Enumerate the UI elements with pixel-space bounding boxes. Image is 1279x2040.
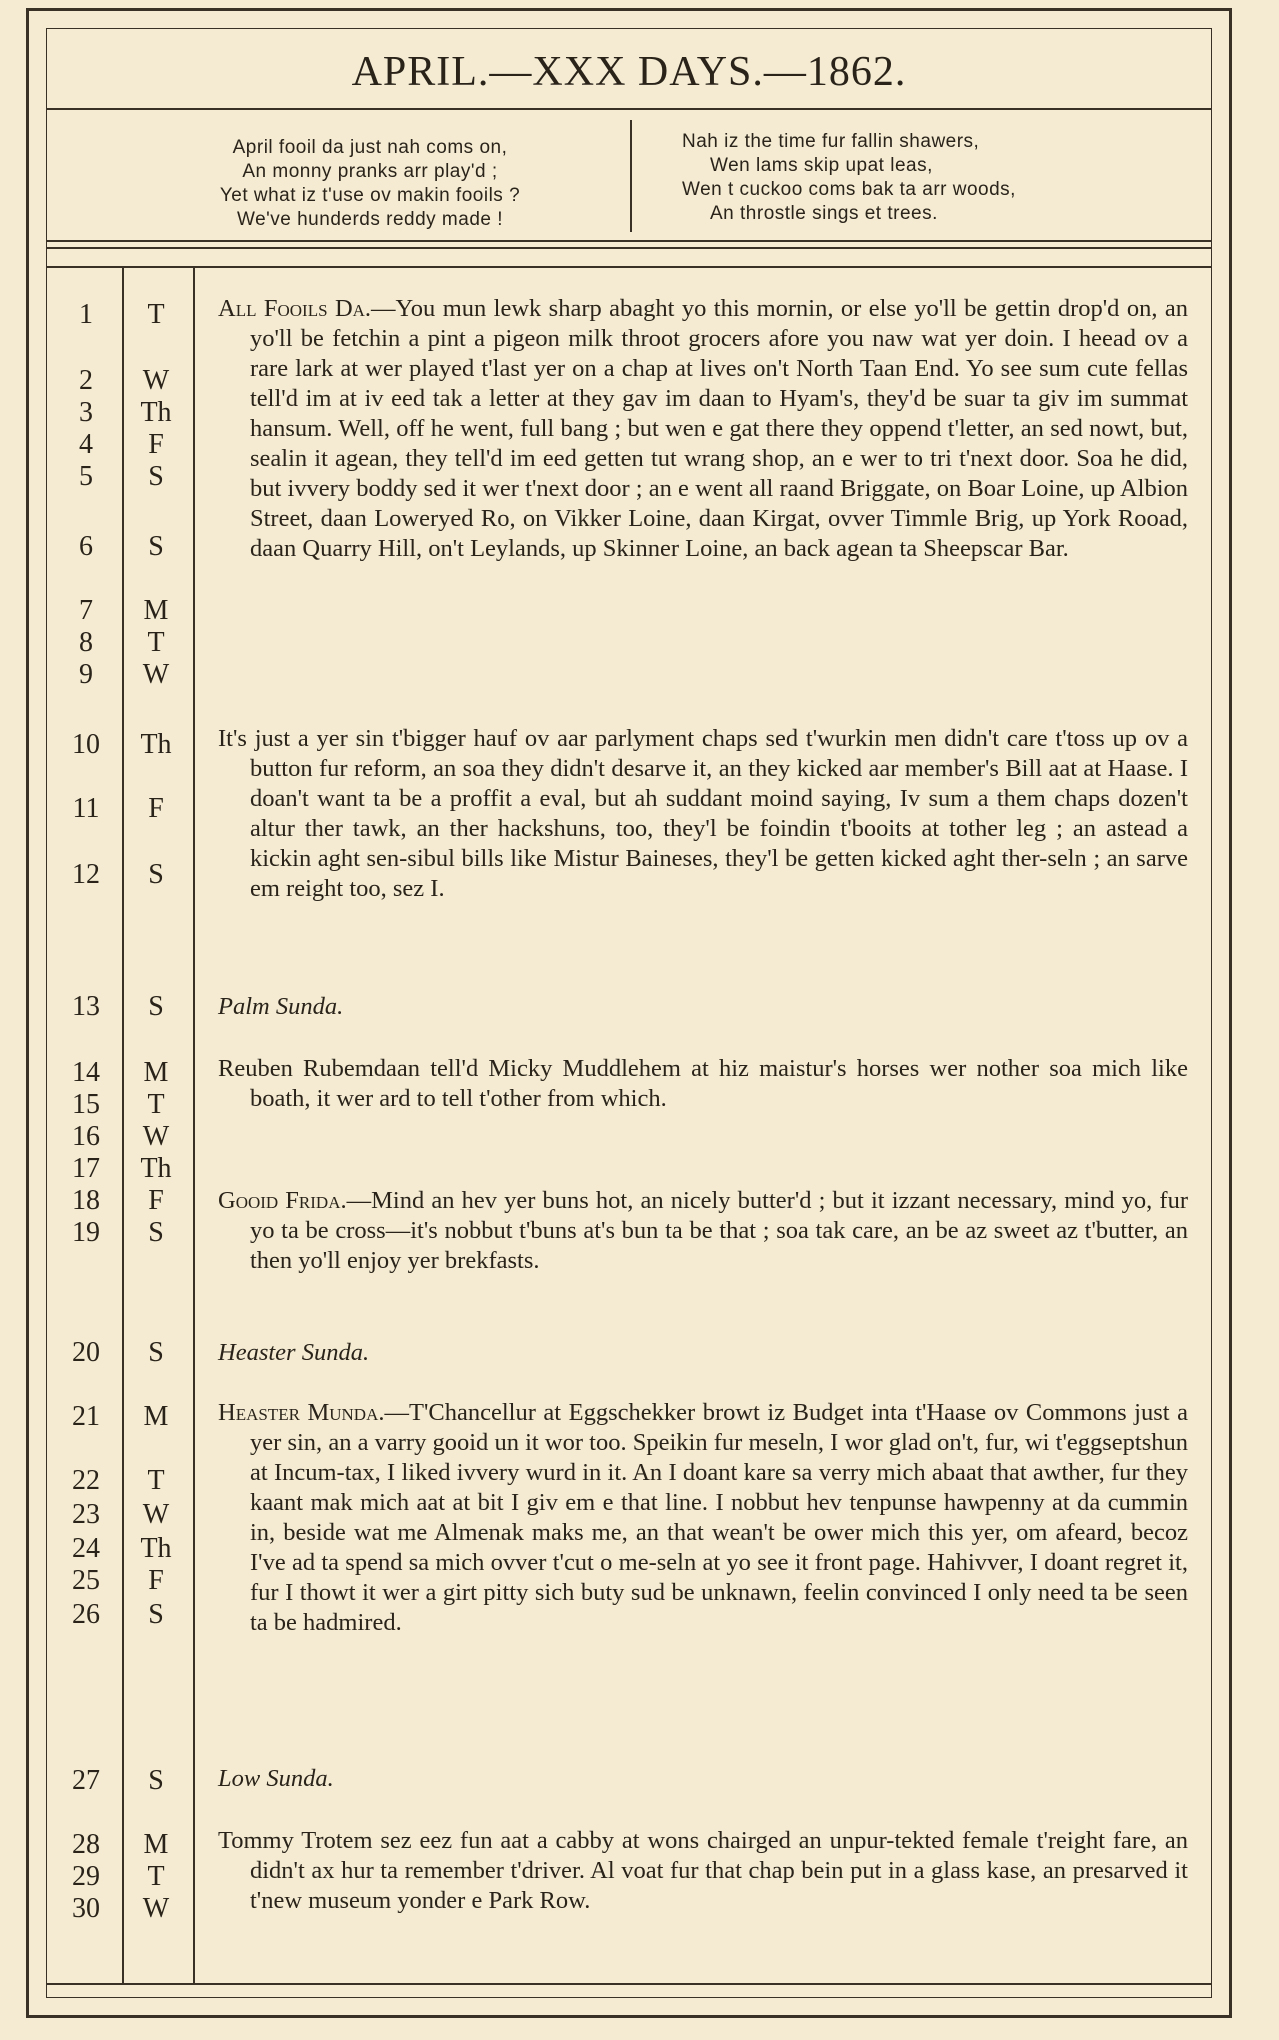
date-number: 26 xyxy=(72,1599,100,1630)
verse-line: We've hunderds reddy made ! xyxy=(236,209,504,230)
date-number: 24 xyxy=(72,1533,100,1564)
weekday: Th xyxy=(140,729,172,760)
weekday: S xyxy=(148,461,164,492)
entry-heading: All Fooils Da. xyxy=(218,295,372,322)
weekday: S xyxy=(148,1337,164,1368)
entry-text: Reuben Rubemdaan tell'd Micky Muddlehem at hiz maistur's horses wer nother soa mich like boath, it wer ard to tell t'other from which. xyxy=(218,1055,1188,1112)
entry-text: Tommy Trotem sez eez fun aat a cabby at wons chairged an unpur-tekted female t'reight fare, an didn't ax hur ta remember t'driver. Al voat fur that chap bein put in a glass kase, an presarved it t'new museum yonder e Park Row. xyxy=(218,1827,1188,1914)
verse-line: An monny pranks arr play'd ; xyxy=(242,161,498,182)
date-number: 22 xyxy=(72,1465,100,1496)
date-number: 21 xyxy=(72,1401,100,1432)
verse-line: April fooil da just nah coms on, xyxy=(232,137,508,158)
date-number: 6 xyxy=(79,531,93,562)
verse-line: Wen lams skip upat leas, xyxy=(710,155,933,176)
weekday: S xyxy=(148,991,164,1022)
date-number: 13 xyxy=(72,991,100,1022)
verse-divider xyxy=(630,120,632,232)
entry-parliament xyxy=(218,724,1188,904)
weekday: Th xyxy=(140,1533,172,1564)
date-number: 8 xyxy=(79,627,93,658)
verse-line: Nah iz the time fur fallin shawers, xyxy=(682,131,980,152)
entry-text: Low Sunda. xyxy=(218,1765,334,1792)
date-number: 14 xyxy=(72,1057,100,1088)
date-number: 3 xyxy=(79,397,93,428)
weekday: Th xyxy=(140,397,172,428)
verse-rule-top xyxy=(46,240,1212,242)
weekday: M xyxy=(143,1057,169,1088)
entry-palm-sunday xyxy=(218,992,1188,1022)
date-number: 28 xyxy=(72,1829,100,1860)
verse-right xyxy=(682,130,1152,226)
entry-easter-monday xyxy=(218,1398,1188,1638)
date-number: 16 xyxy=(72,1121,100,1152)
entry-easter-sunday xyxy=(218,1338,1188,1368)
weekday: M xyxy=(143,1401,169,1432)
table-rule xyxy=(46,266,1212,268)
weekday: S xyxy=(148,1217,164,1248)
entry-all-fools-day xyxy=(218,294,1188,564)
date-number: 10 xyxy=(72,729,100,760)
date-number: 2 xyxy=(79,365,93,396)
weekday: S xyxy=(148,1765,164,1796)
weekday: F xyxy=(148,793,164,824)
entry-horses xyxy=(218,1054,1188,1114)
date-number: 9 xyxy=(79,659,93,690)
weekday: F xyxy=(148,1185,164,1216)
weekday: T xyxy=(147,299,165,330)
date-number: 17 xyxy=(72,1153,100,1184)
day-column-divider xyxy=(193,268,195,1983)
entry-good-friday xyxy=(218,1186,1188,1276)
verse-line: Wen t cuckoo coms bak ta arr woods, xyxy=(682,179,1016,200)
entry-text: —Mind an hev yer buns hot, an nicely butter'd ; but it izzant necessary, mind yo, fur yo ta be cross—it's nobbut t'buns at's bun ta be that ; soa tak care, an be az sweet az t'butter, an then yo'll enjoy yer brekfasts. xyxy=(250,1187,1188,1274)
weekday: W xyxy=(142,1499,170,1530)
weekday: F xyxy=(148,429,164,460)
bottom-rule xyxy=(46,1983,1212,1985)
verse-rule-bottom xyxy=(46,247,1212,249)
date-number: 25 xyxy=(72,1565,100,1596)
date-number: 5 xyxy=(79,461,93,492)
weekday: W xyxy=(142,659,170,690)
weekday: M xyxy=(143,1829,169,1860)
weekday: T xyxy=(147,1465,165,1496)
entry-text: It's just a yer sin t'bigger hauf ov aar parlyment chaps sed t'wurkin men didn't care t'toss up ov a button fur reform, an soa they didn't desarve it, an they kicked aar member's Bill aat at Haase. I doan't want ta be a proffit a eval, but ah suddant moind saying, Iv sum a them chaps dozen't altur ther tawk, an ther hackshuns, too, they'l be foindin t'booits at tother leg ; an astead a kickin aght sen-sibul bills like Mistur Baineses, they'l be getten kicked aght ther-seln ; an sarve em reight too, sez I. xyxy=(218,725,1188,902)
date-number: 12 xyxy=(72,859,100,890)
weekday: F xyxy=(148,1565,164,1596)
date-number: 18 xyxy=(72,1185,100,1216)
date-number: 20 xyxy=(72,1337,100,1368)
date-number: 7 xyxy=(79,595,93,626)
weekday: S xyxy=(148,1599,164,1630)
weekday: T xyxy=(147,1861,165,1892)
entry-text: —T'Chancellur at Eggschekker browt iz Budget inta t'Haase ov Commons just a yer sin, an a varry gooid un it wor too. Speikin fur meseln, I wor glad on't, fur, wi t'eggseptshun at Incum-tax, I liked ivvery wurd in it. An I doant kare sa verry mich abaat that awther, fur they kaant mak mich aat at bit I giv em e that line. I nobbut hev tenpunse hawpenny at da cummin in, beside wat me Almenak maks me, an that wean't be ower mich this yer, om afeard, becoz I've ad ta spend sa mich ovver t'cut o me-seln at yo see it front page. Hahivver, I doant regret it, fur I thowt it wer a girt pitty sich buty sud be unknawn, feelin convinced I only need ta be seen ta be hadmired. xyxy=(250,1399,1188,1636)
weekday: W xyxy=(142,365,170,396)
date-number: 27 xyxy=(72,1765,100,1796)
verse-left xyxy=(120,136,620,232)
weekday: Th xyxy=(140,1153,172,1184)
date-number: 30 xyxy=(72,1893,100,1924)
weekday: T xyxy=(147,627,165,658)
date-number: 15 xyxy=(72,1089,100,1120)
date-number: 29 xyxy=(72,1861,100,1892)
weekday: S xyxy=(148,859,164,890)
date-number: 19 xyxy=(72,1217,100,1248)
date-number: 4 xyxy=(79,429,93,460)
entry-text: Heaster Sunda. xyxy=(218,1339,370,1366)
entry-cabby xyxy=(218,1826,1188,1916)
weekday: M xyxy=(143,595,169,626)
entry-heading: Gooid Frida. xyxy=(218,1187,347,1214)
entry-low-sunday xyxy=(218,1764,1188,1794)
weekday: W xyxy=(142,1893,170,1924)
verse-line: Yet what iz t'use ov makin fooils ? xyxy=(219,185,521,206)
date-number: 11 xyxy=(72,793,100,824)
page-title: APRIL.—XXX DAYS.—1862. xyxy=(351,49,907,95)
date-number: 1 xyxy=(79,299,93,330)
date-number: 23 xyxy=(72,1499,100,1530)
weekday: S xyxy=(148,531,164,562)
entry-heading: Heaster Munda. xyxy=(218,1399,385,1426)
entry-text: Palm Sunda. xyxy=(218,993,344,1020)
entry-text: —You mun lewk sharp abaght yo this mornin, or else yo'll be gettin drop'd on, an yo'll be fetchin a pint a pigeon milk throot grocers afore you naw wat yer doin. I heead ov a rare lark at wer played t'last yer on a chap at lives on't North Taan End. Yo see sum cute fellas tell'd im at iv eed tak a letter at they gav im daan to Hyam's, they'd be suar ta giv im summat hansum. Well, off he went, full bang ; but wen e gat there they oppend t'letter, an sed nowt, but, sealin it agean, they tell'd im eed getten tut wrang shop, an e wer to tri t'next door. Soa he did, but ivvery boddy sed it wer t'next door ; an e went all raand Briggate, on Boar Loine, up Albion Street, daan Loweryed Ro, on Vikker Loine, daan Kirgat, ovver Timmle Brig, up York Rooad, daan Quarry Hill, on't Leylands, up Skinner Loine, an back agean ta Sheepscar Bar. xyxy=(250,295,1188,562)
verse-line: An throstle sings et trees. xyxy=(710,203,938,224)
weekday: W xyxy=(142,1121,170,1152)
title-rule xyxy=(46,108,1212,110)
weekday: T xyxy=(147,1089,165,1120)
